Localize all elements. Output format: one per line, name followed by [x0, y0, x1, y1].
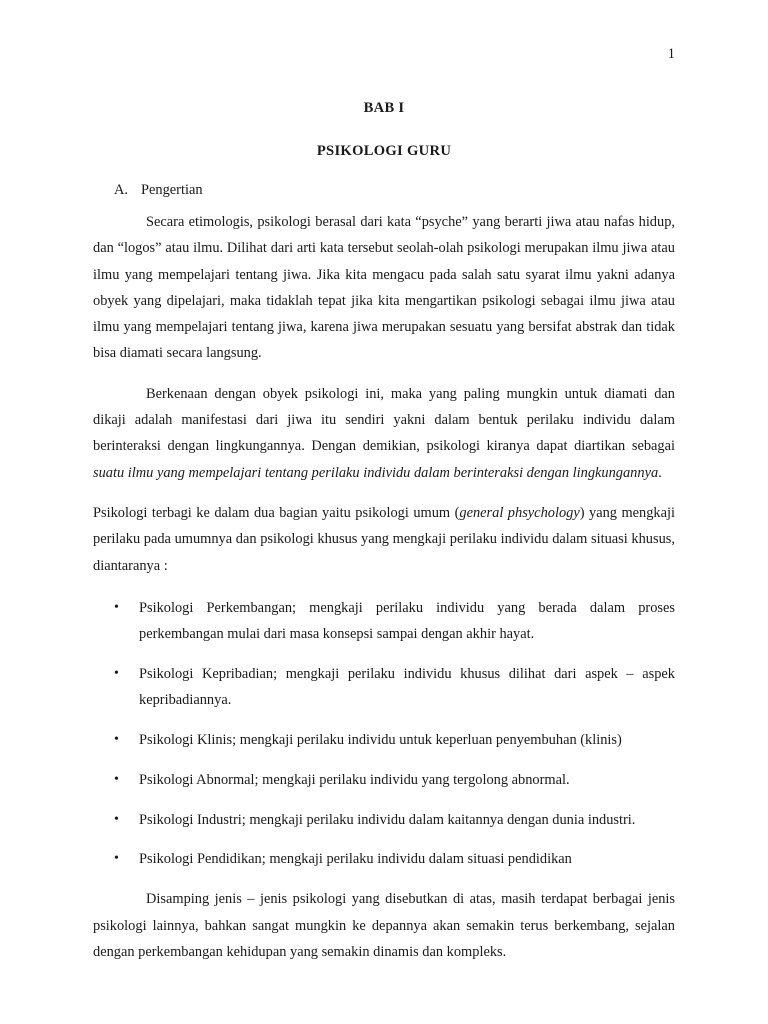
paragraph-text: Psikologi terbagi ke dalam dua bagian yaitu psikologi umum (	[93, 504, 460, 521]
list-item-text: Psikologi Kepribadian; mengkaji perilaku individu khusus dilihat dari aspek – aspek kepribadiannya.	[139, 665, 675, 709]
section-heading	[114, 177, 675, 203]
paragraph-text: .	[658, 464, 662, 481]
bullet-icon: •	[114, 732, 119, 748]
list-item-text: Psikologi Klinis; mengkaji perilaku individu untuk keperluan penyembuhan (klinis)	[139, 732, 622, 749]
section-title: Pengertian	[141, 182, 203, 198]
list-item	[93, 807, 675, 833]
section-marker: A.	[114, 182, 128, 198]
list-item	[93, 595, 675, 648]
definition-italic: suatu ilmu yang mempelajari tentang perilaku individu dalam berinteraksi dengan lingkungannya	[93, 464, 659, 481]
term-italic: general phsychology	[459, 504, 580, 521]
bullet-icon: •	[114, 771, 119, 787]
paragraph-etimologi: Secara etimologis, psikologi berasal dari kata “psyche” yang berarti jiwa atau nafas hidup, dan “logos” atau ilmu. Dilihat dari arti kata tersebut seolah-olah psikologi merupakan ilmu jiwa atau ilmu yang mempelajari tentang jiwa. Jika kita mengacu pada salah satu syarat ilmu yakni adanya obyek yang dipelajari, maka tidaklah tepat jika kita mengartikan psikologi sebagai ilmu jiwa atau ilmu yang mempelajari tentang jiwa, karena jiwa merupakan sesuatu yang bersifat abstrak dan tidak bisa diamati secara langsung.	[93, 214, 675, 362]
page-number: 1	[667, 46, 675, 62]
list-item	[93, 767, 675, 793]
bullet-icon: •	[114, 851, 119, 867]
paragraph-obyek-psikologi	[93, 381, 675, 486]
chapter-title: PSIKOLOGI GURU	[316, 143, 452, 159]
paragraph-pembagian	[93, 500, 675, 579]
bullet-icon: •	[114, 811, 119, 827]
list-item	[93, 661, 675, 714]
bullet-icon: •	[114, 599, 119, 615]
bullet-icon: •	[114, 665, 119, 681]
paragraph-text: ) yang mengkaji perilaku pada umumnya dan psikologi khusus yang mengkaji perilaku individu dalam situasi khusus, diantaranya :	[93, 504, 676, 574]
list-item-text: Psikologi Perkembangan; mengkaji perilaku individu yang berada dalam proses perkembangan mulai dari masa konsepsi sampai dengan akhir hayat.	[139, 599, 675, 643]
psychology-branches-list	[93, 595, 675, 873]
list-item	[93, 846, 675, 872]
paragraph-text: Berkenaan dengan obyek psikologi ini, maka yang paling mungkin untuk diamati dan dikaji adalah manifestasi dari jiwa itu sendiri yakni dalam bentuk perilaku individu dalam berinteraksi dengan lingkungannya. Dengan demikian, psikologi kiranya dapat diartikan sebagai	[93, 385, 675, 455]
list-item	[93, 727, 675, 753]
list-item-text: Psikologi Pendidikan; mengkaji perilaku individu dalam situasi pendidikan	[139, 851, 572, 868]
paragraph-penutup: Disamping jenis – jenis psikologi yang disebutkan di atas, masih terdapat berbagai jenis psikologi lainnya, bahkan sangat mungkin ke depannya akan semakin terus berkembang, sejalan dengan perkembangan kehidupan yang semakin dinamis dan kompleks.	[93, 891, 675, 960]
page-content	[93, 96, 675, 965]
chapter-label: BAB I	[363, 100, 405, 116]
list-item-text: Psikologi Abnormal; mengkaji perilaku individu yang tergolong abnormal.	[139, 771, 570, 788]
list-item-text: Psikologi Industri; mengkaji perilaku individu dalam kaitannya dengan dunia industri.	[139, 811, 636, 828]
